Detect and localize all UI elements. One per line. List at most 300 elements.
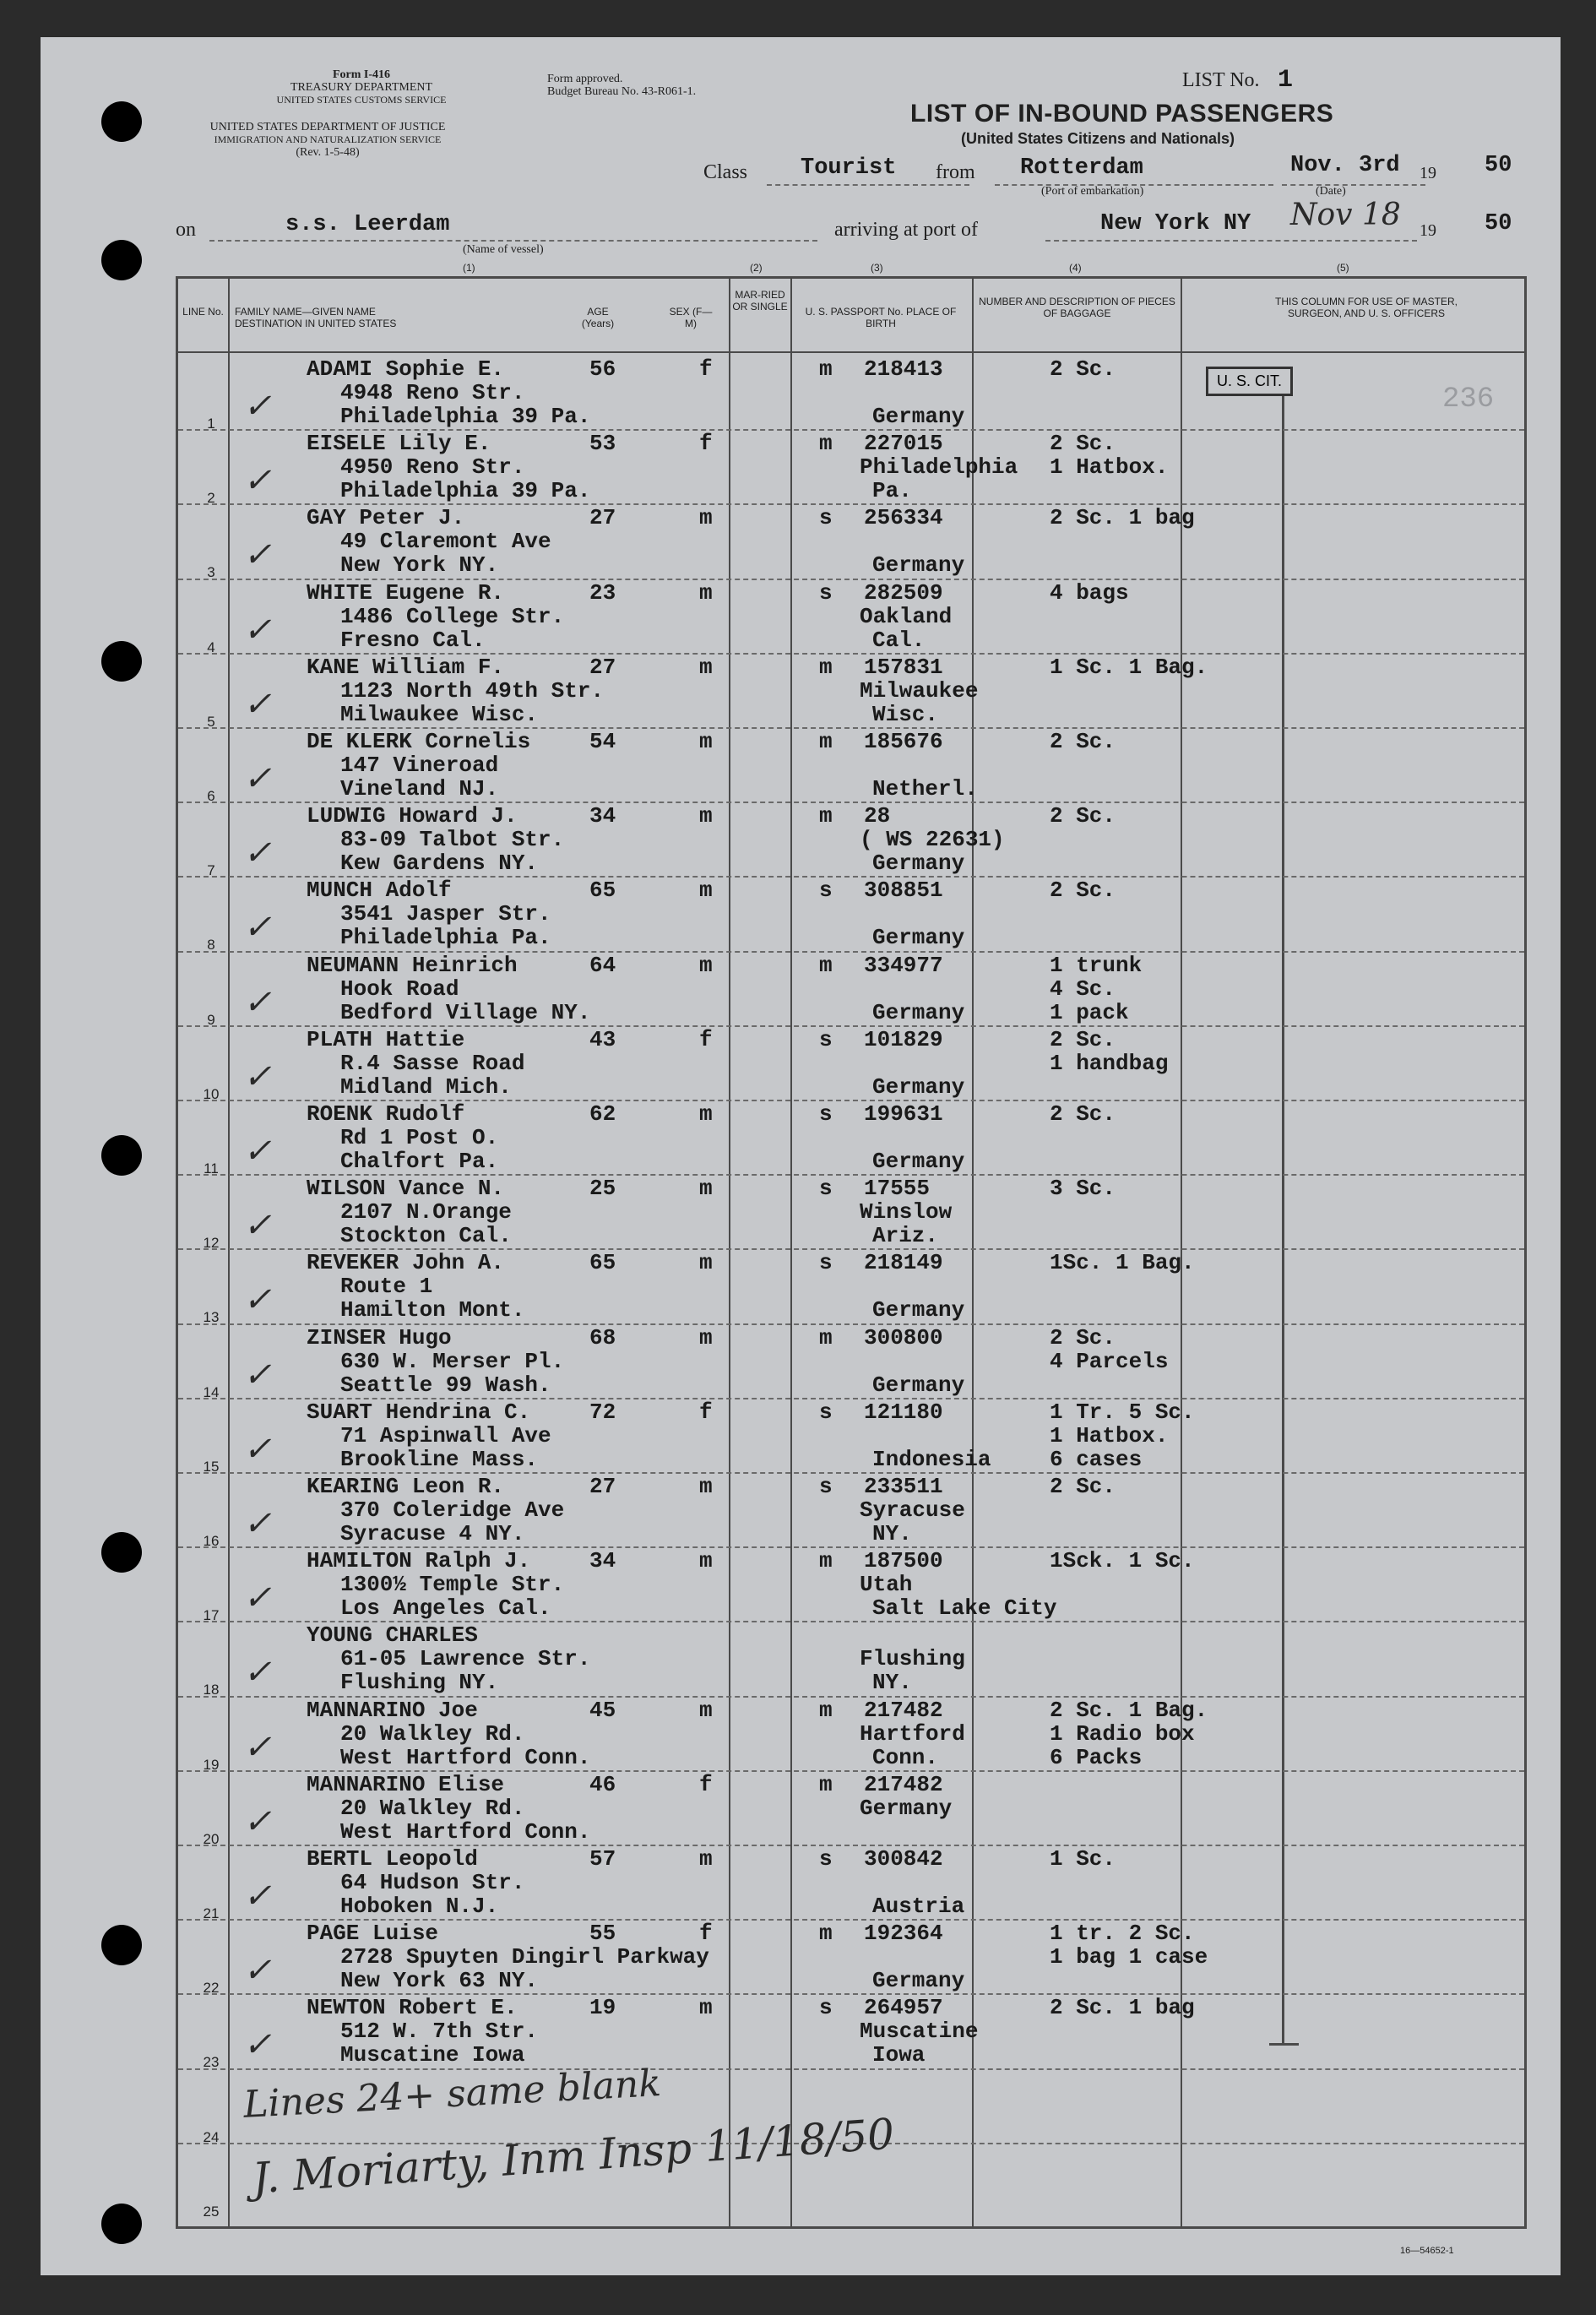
address-line: 147 Vineroad	[340, 753, 499, 778]
place-of-birth: Germany	[872, 999, 965, 1025]
passenger-name: ROENK Rudolf	[307, 1101, 465, 1127]
check-mark: ✓	[243, 1280, 272, 1320]
sex: m	[699, 803, 713, 829]
passport-number: 157831	[864, 654, 943, 680]
sex: f	[699, 1399, 713, 1425]
place-of-birth: Austria	[872, 1894, 965, 1919]
passenger-name: WILSON Vance N.	[307, 1176, 505, 1202]
baggage: 1 tr. 2 Sc.	[1050, 1921, 1195, 1947]
marital-status: m	[819, 1548, 833, 1574]
passport-number: 308851	[864, 878, 943, 904]
sex: m	[699, 1250, 713, 1276]
line-number: 8	[207, 937, 215, 954]
line-number: 12	[203, 1235, 220, 1252]
baggage: 2 Sc.	[1050, 878, 1116, 904]
place-of-birth: Winslow	[860, 1199, 953, 1225]
marital-status: m	[819, 729, 833, 754]
baggage: 4 bags	[1050, 579, 1129, 606]
address-line: 2728 Spuyten Dingirl Parkway	[340, 1944, 709, 1970]
check-mark: ✓	[243, 387, 272, 426]
sex: m	[699, 1995, 713, 2021]
punch-hole	[101, 240, 142, 280]
check-mark: ✓	[243, 834, 272, 873]
address-line: Brookline Mass.	[340, 1446, 539, 1472]
baggage: 2 Sc.	[1050, 803, 1116, 829]
address-line: Philadelphia 39 Pa.	[340, 478, 591, 504]
handwritten-note: Lines 24+ same blank	[242, 2062, 663, 2127]
passenger-name: ADAMI Sophie E.	[307, 356, 505, 382]
passenger-name: HAMILTON Ralph J.	[307, 1548, 531, 1574]
check-mark: ✓	[243, 1355, 272, 1394]
passenger-name: NEUMANN Heinrich	[307, 952, 518, 978]
port-caption: (Port of embarkation)	[1041, 185, 1144, 198]
check-mark: ✓	[243, 684, 272, 724]
col-number: (3)	[871, 262, 883, 274]
passenger-name: NEWTON Robert E.	[307, 1995, 518, 2021]
baggage: 2 Sc.	[1050, 1324, 1116, 1350]
sex: f	[699, 1771, 713, 1797]
passenger-name: PAGE Luise	[307, 1921, 439, 1947]
arrival-underline	[1045, 240, 1417, 242]
place-of-birth: Ariz.	[872, 1223, 939, 1249]
line-number: 9	[207, 1011, 215, 1028]
form-subtitle: (United States Citizens and Nationals)	[961, 130, 1235, 147]
marital-status: m	[819, 654, 833, 680]
line-number: 22	[203, 1980, 220, 1997]
treasury-dept: TREASURY DEPARTMENT	[290, 81, 433, 94]
baggage: 2 Sc.	[1050, 1026, 1116, 1052]
arrival-year-prefix: 19	[1420, 221, 1436, 240]
check-mark: ✓	[243, 759, 272, 798]
address-line: R.4 Sasse Road	[340, 1050, 525, 1076]
passport-number: 192364	[864, 1921, 943, 1947]
address-line: West Hartford Conn.	[340, 1818, 591, 1845]
line-number: 6	[207, 788, 215, 804]
baggage: 2 Sc. 1 Bag.	[1050, 1697, 1208, 1723]
marital-status: s	[819, 1176, 833, 1202]
table-left-rule	[176, 276, 178, 2229]
passenger-name: YOUNG CHARLES	[307, 1622, 478, 1649]
passport-number: 101829	[864, 1026, 943, 1052]
address-line: 83-09 Talbot Str.	[340, 827, 565, 853]
revision: (Rev. 1-5-48)	[296, 146, 360, 159]
address-line: Route 1	[340, 1274, 433, 1300]
place-of-birth: Germany	[872, 1149, 965, 1174]
place-of-birth: Germany	[872, 552, 965, 579]
address-line: 61-05 Lawrence Str.	[340, 1646, 591, 1672]
baggage: 1 Radio box	[1050, 1720, 1195, 1747]
sex: f	[699, 356, 713, 382]
marital-status: m	[819, 1921, 833, 1947]
punch-hole	[101, 1532, 142, 1573]
passport-number: 218413	[864, 356, 943, 382]
check-mark: ✓	[243, 1801, 272, 1841]
line-number: 24	[203, 2128, 220, 2145]
age: 34	[589, 1548, 616, 1574]
age: 34	[589, 803, 616, 829]
line-number: 4	[207, 639, 215, 655]
passenger-name: WHITE Eugene R.	[307, 579, 505, 606]
header-passport: U. S. PASSPORT No. PLACE OF BIRTH	[805, 306, 957, 329]
sex: f	[699, 431, 713, 457]
address-line: 512 W. 7th Str.	[340, 2019, 539, 2045]
sex: m	[699, 654, 713, 680]
sex: m	[699, 1846, 713, 1872]
check-mark: ✓	[243, 982, 272, 1022]
sex: f	[699, 1921, 713, 1947]
place-of-birth: ( WS 22631)	[860, 827, 1005, 853]
line-number: 1	[207, 416, 215, 432]
address-line: Vineland NJ.	[340, 776, 499, 802]
sex: m	[699, 952, 713, 978]
col-divider	[972, 276, 974, 2229]
address-line: Los Angeles Cal.	[340, 1595, 551, 1622]
punch-hole	[101, 1135, 142, 1176]
date-underline	[1282, 184, 1425, 186]
marital-status: m	[819, 803, 833, 829]
place-of-birth: NY.	[872, 1670, 912, 1696]
address-line: Rd 1 Post O.	[340, 1125, 499, 1150]
address-line: Milwaukee Wisc.	[340, 701, 539, 727]
address-line: 3541 Jasper Str.	[340, 901, 551, 927]
address-line: Fresno Cal.	[340, 627, 486, 653]
marital-status: s	[819, 1995, 833, 2021]
baggage: 2 Sc.	[1050, 356, 1116, 382]
marital-status: m	[819, 1771, 833, 1797]
address-line: 1123 North 49th Str.	[340, 677, 605, 704]
passport-number: 121180	[864, 1399, 943, 1425]
passport-number: 17555	[864, 1176, 931, 1202]
baggage: 2 Sc.	[1050, 1474, 1116, 1499]
passenger-name: LUDWIG Howard J.	[307, 803, 518, 829]
place-of-birth: Germany	[860, 1795, 953, 1821]
passenger-name: DE KLERK Cornelis	[307, 729, 531, 754]
address-line: 370 Coleridge Ave	[340, 1497, 565, 1523]
arriving-label: arriving at port of	[834, 219, 978, 241]
check-mark: ✓	[243, 461, 272, 501]
line-number: 23	[203, 2054, 220, 2071]
age: 72	[589, 1399, 616, 1425]
table-bottom-rule	[176, 2226, 1527, 2229]
manifest-sheet	[41, 37, 1561, 2275]
marital-status: s	[819, 1101, 833, 1127]
address-line: Philadelphia Pa.	[340, 925, 551, 951]
marital-status: s	[819, 505, 833, 531]
check-mark: ✓	[243, 1877, 272, 1916]
place-of-birth: Germany	[872, 850, 965, 877]
address-line: 71 Aspinwall Ave	[340, 1422, 551, 1448]
place-of-birth: Flushing	[860, 1646, 965, 1672]
punch-hole	[101, 101, 142, 142]
marital-status: s	[819, 1474, 833, 1499]
table-right-rule	[1524, 276, 1527, 2229]
address-line: Hook Road	[340, 975, 459, 1002]
row-divider	[178, 2068, 1524, 2070]
passport-number: 300800	[864, 1324, 943, 1350]
address-line: Chalfort Pa.	[340, 1149, 499, 1174]
address-line: Philadelphia 39 Pa.	[340, 404, 591, 429]
ins-service: IMMIGRATION AND NATURALIZATION SERVICE	[214, 133, 442, 145]
list-no-value: 1	[1278, 66, 1294, 95]
age: 65	[589, 1250, 616, 1276]
check-mark: ✓	[243, 1429, 272, 1469]
passport-number: 199631	[864, 1101, 943, 1127]
age: 23	[589, 579, 616, 606]
line-number: 7	[207, 862, 215, 879]
officer-bracket-line	[1282, 396, 1284, 2043]
marital-status: m	[819, 952, 833, 978]
address-line: Hamilton Mont.	[340, 1297, 525, 1323]
check-mark: ✓	[243, 1727, 272, 1767]
age: 27	[589, 1474, 616, 1499]
form-number: Form I-416	[332, 68, 391, 81]
place-of-birth: Germany	[872, 404, 965, 429]
passenger-name: GAY Peter J.	[307, 505, 465, 531]
age: 62	[589, 1101, 616, 1127]
check-mark: ✓	[243, 908, 272, 948]
header-line-no: LINE No.	[182, 306, 224, 318]
baggage: 2 Sc.	[1050, 729, 1116, 754]
budget-bureau: Budget Bureau No. 43-R061-1.	[547, 85, 697, 98]
passenger-name: MANNARINO Elise	[307, 1771, 505, 1797]
justice-dept: UNITED STATES DEPARTMENT OF JUSTICE	[209, 121, 446, 133]
col-number: (2)	[750, 262, 763, 274]
address-line: Muscatine Iowa	[340, 2042, 525, 2068]
check-mark: ✓	[243, 1951, 272, 1991]
passport-number: 217482	[864, 1697, 943, 1723]
address-line: New York NY.	[340, 552, 499, 579]
line-number: 14	[203, 1383, 220, 1400]
list-no-label: LIST No.	[1182, 69, 1260, 91]
place-of-birth: Wisc.	[872, 701, 939, 727]
arrival-port: New York NY	[1100, 211, 1251, 236]
check-mark: ✓	[243, 610, 272, 649]
check-mark: ✓	[243, 1206, 272, 1246]
passenger-name: KEARING Leon R.	[307, 1474, 505, 1499]
officer-bracket-foot	[1269, 2043, 1299, 2046]
vessel-underline	[209, 240, 817, 242]
baggage: 1Sc. 1 Bag.	[1050, 1250, 1195, 1276]
check-mark: ✓	[243, 1057, 272, 1096]
passport-number: 264957	[864, 1995, 943, 2021]
line-number: 20	[203, 1830, 220, 1847]
col-number: (4)	[1069, 262, 1082, 274]
age: 56	[589, 356, 616, 382]
address-line: Midland Mich.	[340, 1073, 512, 1100]
baggage: 6 cases	[1050, 1446, 1143, 1472]
place-of-birth: Syracuse	[860, 1497, 965, 1523]
address-line: 1300½ Temple Str.	[340, 1572, 565, 1598]
address-line: Bedford Village NY.	[340, 999, 591, 1025]
passenger-name: REVEKER John A.	[307, 1250, 505, 1276]
age: 64	[589, 952, 616, 978]
punch-hole	[101, 2204, 142, 2244]
address-line: 630 W. Merser Pl.	[340, 1348, 565, 1374]
line-number: 19	[203, 1756, 220, 1773]
customs-service: UNITED STATES CUSTOMS SERVICE	[276, 94, 447, 106]
marital-status: s	[819, 1026, 833, 1052]
baggage: 1 handbag	[1050, 1050, 1169, 1076]
address-line: 20 Walkley Rd.	[340, 1720, 525, 1747]
marital-status: s	[819, 878, 833, 904]
marital-status: s	[819, 1846, 833, 1872]
marital-status: m	[819, 431, 833, 457]
age: 55	[589, 1921, 616, 1947]
passport-number: 218149	[864, 1250, 943, 1276]
passenger-name: MANNARINO Joe	[307, 1697, 478, 1723]
passport-number: 28	[864, 803, 891, 829]
passenger-name: EISELE Lily E.	[307, 431, 491, 457]
sex: m	[699, 878, 713, 904]
baggage: 2 Sc.	[1050, 431, 1116, 457]
age: 65	[589, 878, 616, 904]
address-line: 4948 Reno Str.	[340, 380, 525, 405]
baggage: 6 Packs	[1050, 1744, 1143, 1770]
address-line: 64 Hudson Str.	[340, 1870, 525, 1895]
check-mark: ✓	[243, 535, 272, 575]
passport-number: 300842	[864, 1846, 943, 1872]
passport-number: 233511	[864, 1474, 943, 1499]
check-mark: ✓	[243, 1504, 272, 1543]
passport-number: 334977	[864, 952, 943, 978]
vessel-caption: (Name of vessel)	[463, 243, 544, 256]
col-number: (1)	[463, 262, 475, 274]
place-of-birth: Utah	[860, 1572, 913, 1598]
address-line: New York 63 NY.	[340, 1968, 539, 1994]
place-of-birth: Germany	[872, 1297, 965, 1323]
check-mark: ✓	[243, 1132, 272, 1171]
form-title: LIST OF IN-BOUND PASSENGERS	[910, 100, 1334, 128]
arrival-date-handwritten: Nov 18	[1290, 198, 1401, 232]
baggage: 1 Sc. 1 Bag.	[1050, 654, 1208, 680]
baggage: 2 Sc. 1 bag	[1050, 505, 1195, 531]
age: 54	[589, 729, 616, 754]
address-line: 4950 Reno Str.	[340, 454, 525, 481]
baggage: 4 Sc.	[1050, 975, 1116, 1002]
place-of-birth: Hartford	[860, 1720, 965, 1747]
header-baggage: NUMBER AND DESCRIPTION OF PIECES OF BAGGAGE	[979, 296, 1175, 319]
line-number: 21	[203, 1905, 220, 1921]
place-of-birth: Germany	[872, 1372, 965, 1398]
sex: m	[699, 1474, 713, 1499]
sex: m	[699, 1101, 713, 1127]
year-value: 50	[1485, 153, 1512, 178]
on-label: on	[176, 219, 196, 241]
marital-status: s	[819, 1250, 833, 1276]
form-approved: Form approved.	[547, 73, 623, 85]
line-number: 16	[203, 1533, 220, 1549]
baggage: 3 Sc.	[1050, 1176, 1116, 1202]
marital-status: m	[819, 1324, 833, 1350]
line-number: 2	[207, 490, 215, 507]
line-number: 11	[204, 1160, 219, 1177]
address-line: Hoboken N.J.	[340, 1894, 499, 1919]
address-line: Seattle 99 Wash.	[340, 1372, 551, 1398]
passport-number: 256334	[864, 505, 943, 531]
passenger-name: MUNCH Adolf	[307, 878, 452, 904]
age: 27	[589, 654, 616, 680]
place-of-birth: Iowa	[872, 2042, 926, 2068]
address-line: West Hartford Conn.	[340, 1744, 591, 1770]
form-code: 16—54652-1	[1400, 2246, 1454, 2256]
passport-number: 187500	[864, 1548, 943, 1574]
col-divider	[729, 276, 730, 2229]
place-of-birth: Germany	[872, 1073, 965, 1100]
age: 43	[589, 1026, 616, 1052]
faint-page-number: 236	[1442, 383, 1495, 416]
col-divider	[790, 276, 792, 2229]
class-label: Class	[703, 161, 748, 183]
date-caption: (Date)	[1316, 185, 1346, 198]
baggage: 1 Tr. 5 Sc.	[1050, 1399, 1195, 1425]
address-line: 20 Walkley Rd.	[340, 1795, 525, 1821]
passenger-name: BERTL Leopold	[307, 1846, 478, 1872]
class-value: Tourist	[801, 155, 897, 181]
baggage: 1 Sc.	[1050, 1846, 1116, 1872]
line-number: 25	[203, 2203, 220, 2220]
marital-status: m	[819, 1697, 833, 1723]
address-line: Syracuse 4 NY.	[340, 1521, 525, 1546]
place-of-birth: Cal.	[872, 627, 926, 653]
baggage: 4 Parcels	[1050, 1348, 1169, 1374]
passenger-name: PLATH Hattie	[307, 1026, 465, 1052]
age: 19	[589, 1995, 616, 2021]
passenger-name: SUART Hendrina C.	[307, 1399, 531, 1425]
place-of-birth: Germany	[872, 925, 965, 951]
embark-date: Nov. 3rd	[1290, 153, 1400, 178]
passport-number: 217482	[864, 1771, 943, 1797]
place-of-birth: NY.	[872, 1521, 912, 1546]
sex: m	[699, 505, 713, 531]
line-number: 3	[207, 564, 215, 581]
punch-hole	[101, 1925, 142, 1965]
baggage: 1 Hatbox.	[1050, 1422, 1169, 1448]
baggage: 1 trunk	[1050, 952, 1143, 978]
baggage: 2 Sc. 1 bag	[1050, 1995, 1195, 2021]
inspector-signature: J. Moriarty, Inm Insp 11/18/50	[250, 2109, 896, 2204]
sex: m	[699, 1176, 713, 1202]
age: 57	[589, 1846, 616, 1872]
place-of-birth: Conn.	[872, 1744, 939, 1770]
punch-hole	[101, 641, 142, 682]
table-top-rule	[176, 276, 1527, 279]
marital-status: s	[819, 1399, 833, 1425]
header-bottom-rule	[176, 351, 1527, 353]
sex: f	[699, 1026, 713, 1052]
baggage: 1Sck. 1 Sc.	[1050, 1548, 1195, 1574]
age: 53	[589, 431, 616, 457]
header-age: AGE (Years)	[581, 306, 615, 329]
line-number: 5	[207, 713, 215, 730]
baggage: 1 Hatbox.	[1050, 454, 1169, 481]
address-line: Kew Gardens NY.	[340, 850, 539, 877]
class-underline	[767, 184, 969, 186]
vessel-name: s.s. Leerdam	[285, 212, 450, 237]
age: 25	[589, 1176, 616, 1202]
place-of-birth: Pa.	[872, 478, 912, 504]
baggage: 1 bag 1 case	[1050, 1944, 1208, 1970]
year-prefix: 19	[1420, 164, 1436, 182]
passenger-name: ZINSER Hugo	[307, 1324, 452, 1350]
us-citizen-stamp: U. S. CIT.	[1206, 367, 1293, 396]
check-mark: ✓	[243, 1579, 272, 1618]
age: 46	[589, 1771, 616, 1797]
check-mark: ✓	[243, 1653, 272, 1693]
marital-status: m	[819, 356, 833, 382]
passenger-name: KANE William F.	[307, 654, 505, 680]
address-line: 49 Claremont Ave	[340, 529, 551, 555]
sex: m	[699, 729, 713, 754]
